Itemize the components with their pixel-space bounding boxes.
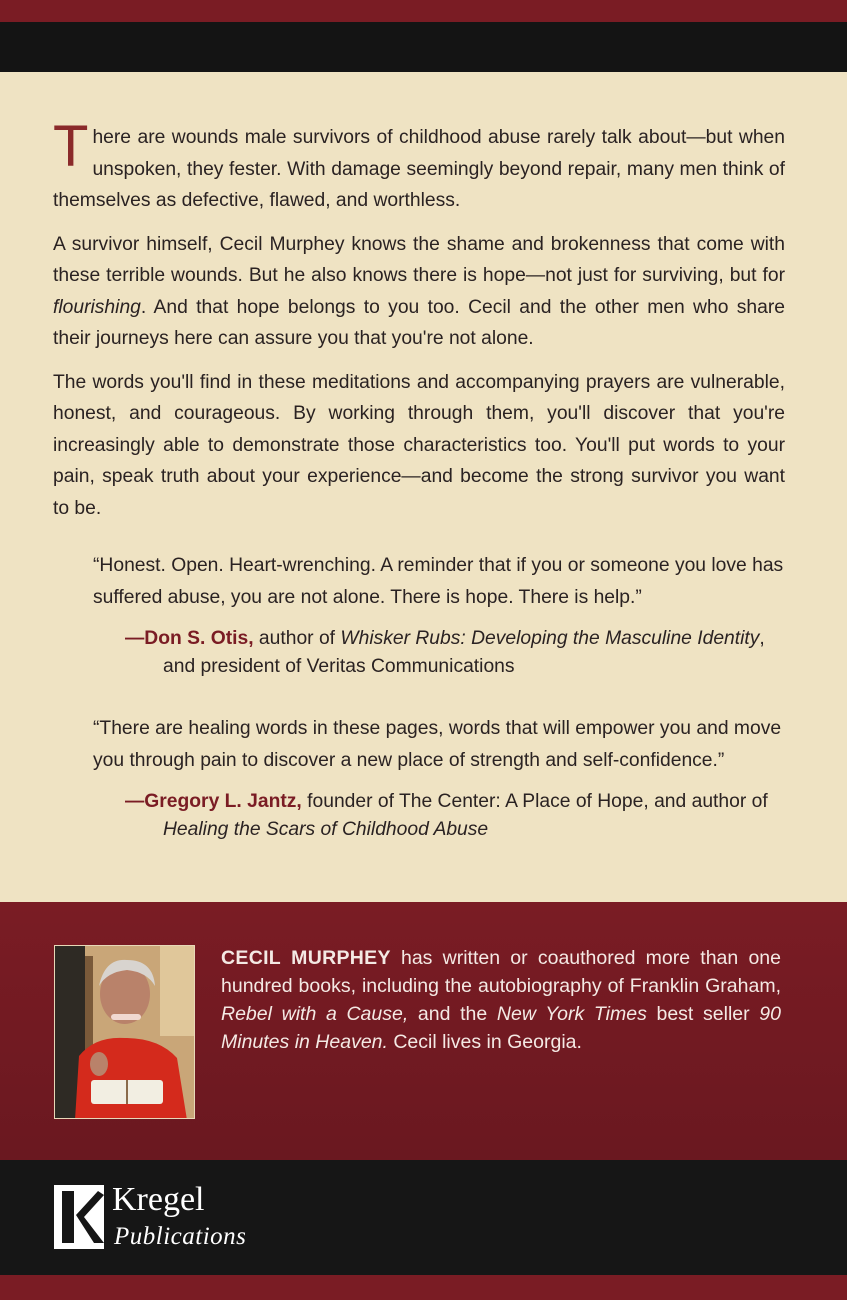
bio-book-1: Rebel with a Cause,: [221, 1003, 409, 1025]
author-bio: [221, 944, 781, 1056]
bio-text-3: best seller: [646, 1003, 760, 1025]
endorsement-1: [93, 550, 785, 681]
bio-text-4: Cecil lives in Georgia.: [387, 1031, 582, 1053]
top-black-band: [0, 22, 847, 72]
endorser-book-title: Whisker Rubs: Developing the Masculine Identity: [340, 628, 760, 649]
publisher-name-line-1: Kregel: [112, 1181, 205, 1218]
cover-copy-panel: [0, 72, 847, 902]
endorsement-quote: “Honest. Open. Heart-wrenching. A reminder that if you or someone you love has suffered abuse, you are not alone. There is hope. There is help.”: [93, 555, 784, 608]
endorsement-2: [93, 713, 785, 844]
dropcap-letter: T: [53, 114, 89, 179]
bio-text-2: and the: [408, 1003, 497, 1025]
intro-paragraph-1-text: here are wounds male survivors of childhood abuse rarely talk about—but when unspoken, they fester. With damage seemingly beyond repair, many men think of themselves as defective, flawed, and worthless.: [53, 127, 785, 211]
intro-paragraph-2: [53, 229, 785, 355]
endorser-name: —Don S. Otis,: [125, 628, 254, 649]
bio-book-2: 90 Minutes in Heaven.: [221, 1003, 781, 1053]
endorser-name: —Gregory L. Jantz,: [125, 791, 302, 812]
endorser-book-title: Healing the Scars of Childhood Abuse: [163, 819, 489, 840]
author-photo: [54, 945, 195, 1119]
intro-paragraph-2-text-b: . And that hope belongs to you too. Cecil and the other men who share their journeys here can assure you that you're not alone.: [53, 296, 785, 349]
kregel-k-icon: [54, 1185, 108, 1251]
author-name: CECIL MURPHEY: [221, 947, 391, 969]
intro-paragraph-3: The words you'll find in these meditations and accompanying prayers are vulnerable, honest, and courageous. By working through them, you'll discover that you're increasingly able to demonstrate those characteristics too. You'll put words to your pain, speak truth about your experience—and become the strong survivor you want to be.: [53, 371, 785, 519]
bio-publication: New York Times: [496, 1003, 647, 1025]
endorser-role-a: author of: [253, 628, 341, 649]
endorser-role-b: , and president of Veritas Communications: [163, 628, 765, 677]
publisher-name-line-2: Publications: [114, 1223, 247, 1250]
bio-text-1: has written or coauthored more than one hundred books, including the autobiography of Franklin Graham,: [221, 947, 781, 997]
top-maroon-band: [0, 0, 847, 22]
intro-paragraph-2-emphasis: flourishing: [53, 296, 141, 318]
intro-paragraph-1: [53, 114, 785, 217]
endorsement-attribution: [125, 625, 785, 681]
bottom-maroon-band: [0, 1275, 847, 1300]
intro-paragraph-2-text-a: A survivor himself, Cecil Murphey knows the shame and brokenness that come with these terrible wounds. But he also knows there is hope—not just for surviving, but for: [53, 233, 785, 286]
endorsement-quote: “There are healing words in these pages, words that will empower you and move you through pain to discover a new place of strength and self-confidence.”: [93, 718, 782, 771]
publisher-logo: [54, 1183, 294, 1255]
endorser-role-a: founder of The Center: A Place of Hope, and author of: [301, 791, 768, 812]
endorsement-attribution: [125, 788, 785, 844]
author-photo-illustration: [55, 946, 195, 1119]
